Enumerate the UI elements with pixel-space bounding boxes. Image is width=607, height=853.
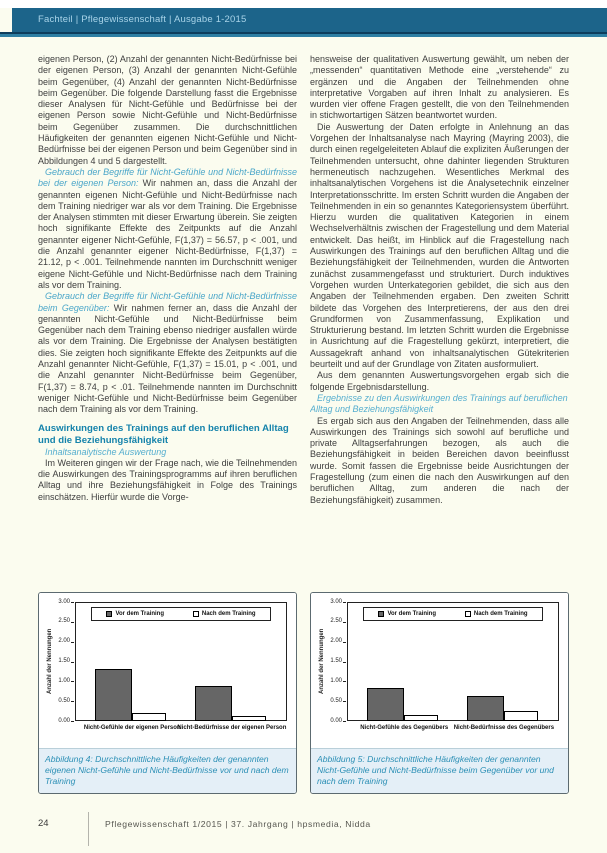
legend-swatch-icon — [465, 611, 471, 617]
paragraph-text: hensweise der qualitativen Auswertung gewählt, um neben der „messenden“ quantitativen Methode eine „verstehende“ zu ergänzen und die Angaben der Teilnehmenden ohne interpretative Vorgaben auf ihren Inhalt zu analysieren. Es wurden vier offene Fragen gestellt, die von den Teilnehmenden in stichwortartigen Sätzen beantwortet wurden. — [310, 54, 569, 121]
legend-label: Vor dem Training — [115, 611, 164, 617]
bar-before-group2 — [467, 696, 504, 721]
figure-4-caption: Abbildung 4: Durchschnittliche Häufigkeiten der genannten eigenen Nicht-Gefühle und Nicht-Bedürfnisse vor und nach dem Training — [39, 748, 296, 793]
paragraph-with-runin — [38, 167, 297, 291]
y-tick-mark — [71, 642, 74, 643]
y-tick-mark — [343, 642, 346, 643]
paragraph-text: eigenen Person, (2) Anzahl der genannten Nicht-Bedürfnisse bei der eigenen Person, (3) Anzahl der genannten Nicht-Gefühle beim Gegenüber, (4) Anzahl der genannten Nicht-Bedürfnisse beim Gegenüber. Die folgende Darstellung fasst die Ergebnisse dieser Analysen für Nicht-Gefühle und Bedürfnisse bei der eigenen Person sowie Nicht-Gefühle und Nicht-Bedürfnisse beim Gegenüber zusammen. Die durchschnittlichen Häufigkeiten der genannten eigenen Nicht-Gefühle und Nicht-Bedürfnisse bei der eigenen Person und beim Gegenüber sind in Abbildungen 4 und 5 dargestellt. — [38, 54, 297, 166]
figure-5 — [310, 592, 569, 794]
bar-after-group1 — [132, 713, 166, 721]
paragraph — [38, 54, 297, 167]
y-tick-mark — [71, 681, 74, 682]
paragraph-text: Wir nahmen ferner an, dass die Anzahl der genannten Nicht-Gefühle und Nicht-Bedürfnisse beim Gegenüber nach dem Training ebenso niedriger ausfallen würde als vor dem Training. Die Ergebnisse der Analysen bestätigten dies. Sie zeigten hoch signifikante Effekte des Zeitpunkts auf die Anzahl genannter Nicht-Gefühle, F(1,37) = 15.01, p < .001, und die Anzahl genannter Nicht-Bedürfnisse beim Gegenüber, F(1,37) = 8.74, p < .01. Teilnehmende nannten im Durchschnitt weniger Nicht-Gefühle und Nicht-Bedürfnisse beim Gegenüber nach dem Training als vor dem Training. — [38, 302, 297, 415]
legend-swatch-icon — [378, 611, 384, 617]
y-tick-label: 2.50 — [330, 618, 342, 625]
bar-chart-figure-4 — [39, 593, 296, 748]
legend-label: Vor dem Training — [387, 611, 436, 617]
paragraph-text: Im Weiteren gingen wir der Frage nach, wie die Teilnehmenden die Auswirkungen des Trainingsprogramms auf ihren beruflichen Alltag und ihre Beziehungsfähigkeit in Folge des Trainings einschätzen. Hierfür wurde die Vorge- — [38, 457, 297, 502]
section-heading: Auswirkungen des Trainings auf den beruflichen Alltag und die Beziehungsfähigkeit — [38, 422, 289, 446]
y-tick-label: 2.00 — [58, 638, 70, 645]
legend-label: Nach dem Training — [473, 611, 528, 617]
figure-5-caption: Abbildung 5: Durchschnittliche Häufigkeiten der genannten Nicht-Gefühle und Nicht-Bedürfnisse beim Gegenüber vor und nach dem Training — [311, 748, 568, 793]
legend-swatch-icon — [106, 611, 112, 617]
paragraph-text: Die Auswertung der Daten erfolgte in Anlehnung an das Vorgehen der Inhaltsanalyse nach Mayring (Mayring 2003), die durch einen regelgeleiteten Ablauf die expliziten Äußerungen der Teilnehmenden untersucht, ohne dahinter liegenden Strukturen hermeneutisch nachzugehen. Wesentliches Merkmal des inhaltsanalytischen Vorgehens ist die Analysetechnik einzelner Interpretationsschritte. Im ersten Schritt wurden die Angaben der Teilnehmenden in ein so genanntes Kategoriensystem überführt. Hierzu wurden die qualitativen Kategorien in einem Wechselverhältnis zwischen der Fragestellung und dem Material entwickelt. Das heißt, im Hinblick auf die Fragestellung nach Auswirkungen des Trainings auf den beruflichen Alltag und die Beziehungsfähigkeit der Teilnehmenden, wurden die Antworten zunächst zusammengefasst und strukturiert. Durch induktives Vorgehen wurden Unterkategorien gebildet, die sich aus den Angaben der Teilnehmenden ergaben. Den zweiten Schritt bildete das Vorgehen des Interpretierens, der aus den drei Grundformen von Zusammenfassung, Explikation und Strukturierung bestand. Im letzten Schritt wurden die Ergebnisse in Ausrichtung auf die Fragestellung gekürzt, interpretiert, die Aussagekraft anhand von inhaltsanalytischen Gütekriterien beurteilt und auf der Grundlage von Zitaten ausformuliert. — [310, 121, 569, 370]
y-tick-label: 0.50 — [330, 697, 342, 704]
footer-journal-info: Pflegewissenschaft 1/2015 | 37. Jahrgang | hpsmedia, Nidda — [105, 819, 371, 829]
run-in-subheading: Gebrauch der Begriffe für Nicht-Gefühle und Nicht-Bedürfnisse bei der eigenen Person: — [38, 166, 297, 189]
y-tick-label: 1.50 — [58, 658, 70, 664]
header-rule-light — [0, 34, 607, 37]
legend-item — [378, 611, 436, 617]
paragraph — [310, 122, 569, 371]
y-tick-mark — [343, 681, 346, 682]
bar-before-group1 — [95, 669, 132, 721]
journal-header-text: Fachteil | Pflegewissenschaft | Ausgabe 1-2015 — [38, 14, 247, 25]
paragraph-with-runin — [38, 291, 297, 415]
paragraph-text: Es ergab sich aus den Angaben der Teilnehmenden, dass alle Auswirkungen des Trainings sich sowohl auf berufliche und private Alltagserfahrungen bezogen, als auch die Beziehungsfähigkeit in beiden Bereichen davon beeinflusst wurde. Somit fassen die Ergebnisse beide Ausrichtungen der Fragestellung (zum einen die nach den Auswirkungen auf den beruflichen Alltag, zum anderen die nach der Beziehungsfähigkeit) zusammen. — [310, 415, 569, 505]
y-tick-mark — [71, 701, 74, 702]
bar-after-group2 — [504, 711, 538, 721]
y-tick-label: 0.50 — [58, 697, 70, 704]
y-tick-mark — [343, 701, 346, 702]
y-tick-label: 3.00 — [58, 598, 70, 605]
y-tick-label: 2.00 — [330, 638, 342, 645]
y-tick-mark — [343, 622, 346, 623]
y-axis-label: Anzahl der Nennungen — [319, 628, 325, 694]
x-category-label: Nicht-Bedürfnisse der eigenen Person — [177, 725, 287, 731]
y-tick-mark — [343, 662, 346, 663]
legend-item — [193, 611, 256, 617]
paragraph — [310, 416, 569, 506]
legend-swatch-icon — [193, 611, 199, 617]
paragraph — [38, 458, 297, 503]
text-column-left — [38, 54, 297, 588]
x-category-label: Nicht-Gefühle der eigenen Person — [83, 725, 181, 731]
run-in-subheading: Gebrauch der Begriffe für Nicht-Gefühle und Nicht-Bedürfnisse beim Gegenüber: — [38, 291, 297, 313]
y-tick-label: 1.00 — [330, 677, 342, 684]
y-tick-mark — [71, 602, 74, 603]
figure-4 — [38, 592, 297, 794]
y-tick-label: 1.00 — [58, 677, 70, 684]
x-category-label: Nicht-Bedürfnisse des Gegenübers — [453, 725, 555, 731]
subsection-heading: Ergebnisse zu den Auswirkungen des Trainings auf beruflichen Alltag und Beziehungsfähigkeit — [310, 392, 568, 415]
footer-divider — [88, 812, 89, 846]
page-number: 24 — [38, 818, 49, 829]
journal-header-bar — [12, 8, 607, 32]
bar-after-group2 — [232, 716, 266, 721]
bar-after-group1 — [404, 715, 438, 721]
y-tick-mark — [71, 622, 74, 623]
y-tick-mark — [71, 662, 74, 663]
y-tick-label: 3.00 — [330, 598, 342, 605]
bar-before-group2 — [195, 686, 232, 721]
y-tick-label: 2.50 — [58, 618, 70, 625]
paragraph — [310, 370, 569, 393]
subsection-heading: Inhaltsanalytische Auswertung — [45, 446, 167, 457]
y-tick-mark — [343, 721, 346, 722]
text-column-right — [310, 54, 569, 588]
page-top-margin — [0, 0, 607, 8]
legend-item — [465, 611, 528, 617]
bar-chart-figure-5 — [311, 593, 568, 748]
bar-before-group1 — [367, 688, 404, 721]
chart-legend — [91, 607, 271, 621]
chart-legend — [363, 607, 543, 621]
legend-item — [106, 611, 164, 617]
y-tick-mark — [343, 602, 346, 603]
paragraph — [310, 54, 569, 122]
paragraph-text: Aus dem genannten Auswertungsvorgehen ergab sich die folgende Ergebnisdarstellung. — [310, 370, 569, 392]
y-tick-label: 1.50 — [330, 658, 342, 664]
y-tick-mark — [71, 721, 74, 722]
y-tick-label: 0.00 — [58, 717, 70, 724]
y-axis-label: Anzahl der Nennungen — [47, 628, 53, 694]
legend-label: Nach dem Training — [201, 611, 256, 617]
y-tick-label: 0.00 — [330, 717, 342, 724]
x-category-label: Nicht-Gefühle des Gegenübers — [360, 725, 449, 731]
paragraph-text: Wir nahmen an, dass die Anzahl der genannten eigenen Nicht-Gefühle und Nicht-Bedürfnisse nach dem Training niedriger war als vor dem Training. Die Ergebnisse der Analysen stimmten mit dieser Erwartung überein. Sie zeigten hoch signifikante Effekte des Zeitpunkts auf die Anzahl genannter eigener Nicht-Gefühle, F(1,37) = 56.57, p < .001, und die Anzahl genannter eigener Nicht-Bedürfnisse, F(1,37) = 21.12, p < .001. Teilnehmende nannten im Durchschnitt weniger eigene Nicht-Gefühle und Nicht-Bedürfnisse nach dem Training als vor dem Training. — [38, 178, 297, 290]
